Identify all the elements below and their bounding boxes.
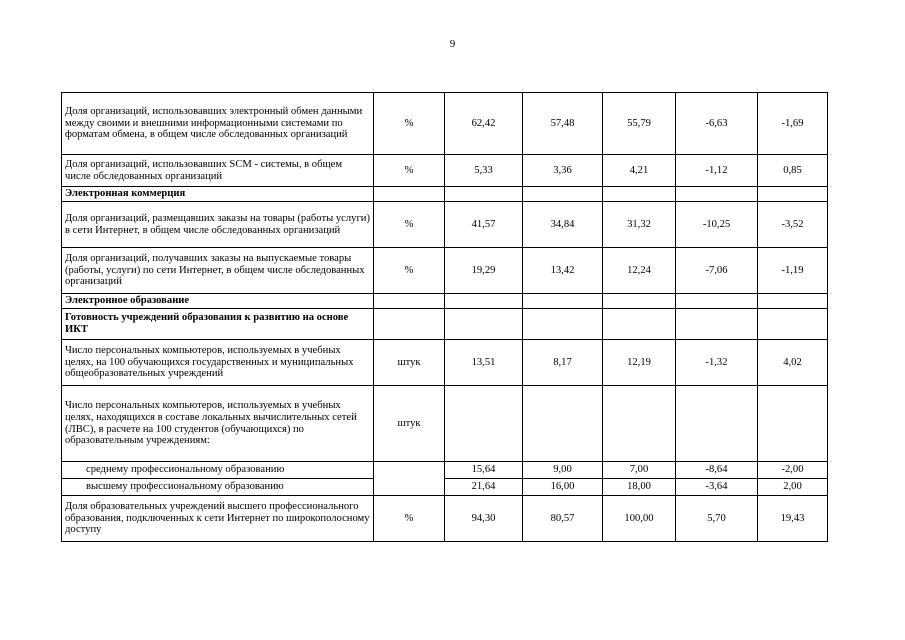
- unit-cell: %: [374, 248, 445, 294]
- section-header-row: [62, 187, 828, 202]
- value-cell: 15,64: [445, 462, 523, 479]
- section-title: Электронное образование: [62, 294, 374, 309]
- value-cell: 13,51: [445, 340, 523, 386]
- table-row: [62, 496, 828, 542]
- section-title: Электронная коммерция: [62, 187, 374, 202]
- value-cell: 13,42: [523, 248, 603, 294]
- table-row: [62, 202, 828, 248]
- value-cell: 12,24: [603, 248, 676, 294]
- value-cell: 12,19: [603, 340, 676, 386]
- value-cell: 2,00: [758, 479, 828, 496]
- unit-cell: штук: [374, 386, 445, 462]
- indicator-cell: высшему профессиональному образованию: [62, 479, 374, 496]
- value-cell: -1,19: [758, 248, 828, 294]
- value-cell: 0,85: [758, 155, 828, 187]
- value-cell: -10,25: [676, 202, 758, 248]
- value-cell: -7,06: [676, 248, 758, 294]
- value-cell: -1,69: [758, 93, 828, 155]
- value-cell: -2,00: [758, 462, 828, 479]
- value-cell: 4,21: [603, 155, 676, 187]
- indicator-cell: Доля организаций, использовавших SCM - системы, в общем числе обследованных организаций: [62, 155, 374, 187]
- value-cell: -1,32: [676, 340, 758, 386]
- value-cell: 19,43: [758, 496, 828, 542]
- value-cell: 19,29: [445, 248, 523, 294]
- value-cell: 8,17: [523, 340, 603, 386]
- value-cell: 94,30: [445, 496, 523, 542]
- table-row: [62, 93, 828, 155]
- unit-cell: %: [374, 202, 445, 248]
- indicator-cell: Доля организаций, размещавших заказы на товары (работы услуги) в сети Интернет, в общем числе обследованных организаций: [62, 202, 374, 248]
- unit-cell: %: [374, 496, 445, 542]
- value-cell: 57,48: [523, 93, 603, 155]
- table-row: [62, 248, 828, 294]
- value-cell: 4,02: [758, 340, 828, 386]
- table-row: [62, 386, 828, 462]
- table-row: [62, 155, 828, 187]
- unit-cell: %: [374, 155, 445, 187]
- value-cell: 62,42: [445, 93, 523, 155]
- indicator-cell: Доля образовательных учреждений высшего профессионального образования, подключенных к сети Интернет по широкополосному доступу: [62, 496, 374, 542]
- value-cell: 21,64: [445, 479, 523, 496]
- value-cell: 5,33: [445, 155, 523, 187]
- value-cell: -3,52: [758, 202, 828, 248]
- value-cell: -1,12: [676, 155, 758, 187]
- value-cell: 34,84: [523, 202, 603, 248]
- value-cell: -6,63: [676, 93, 758, 155]
- value-cell: 100,00: [603, 496, 676, 542]
- indicator-cell: среднему профессиональному образованию: [62, 462, 374, 479]
- statistics-table: [61, 92, 828, 542]
- section-title: Готовность учреждений образования к развитию на основе ИКТ: [62, 309, 374, 340]
- indicator-cell: Доля организаций, получавших заказы на выпускаемые товары (работы, услуги) по сети Интернет, в общем числе обследованных организаций: [62, 248, 374, 294]
- value-cell: 18,00: [603, 479, 676, 496]
- value-cell: 41,57: [445, 202, 523, 248]
- value-cell: 3,36: [523, 155, 603, 187]
- unit-cell: штук: [374, 340, 445, 386]
- indicator-cell: Число персональных компьютеров, используемых в учебных целях, на 100 обучающихся государственных и муниципальных общеобразовательных учреждений: [62, 340, 374, 386]
- indicator-cell: Доля организаций, использовавших электронный обмен данными между своими и внешними информационными системами по форматам обмена, в общем числе обследованных организаций: [62, 93, 374, 155]
- value-cell: 7,00: [603, 462, 676, 479]
- value-cell: 5,70: [676, 496, 758, 542]
- table-row: [62, 340, 828, 386]
- table-row: [62, 462, 828, 479]
- value-cell: 9,00: [523, 462, 603, 479]
- unit-cell: %: [374, 93, 445, 155]
- value-cell: 80,57: [523, 496, 603, 542]
- section-header-row: [62, 309, 828, 340]
- indicator-cell: Число персональных компьютеров, используемых в учебных целях, находящихся в составе локальных вычислительных сетей (ЛВС), в расчете на 100 студентов (обучающихся) по образовательным учреждениям:: [62, 386, 374, 462]
- value-cell: 31,32: [603, 202, 676, 248]
- page-number: 9: [449, 38, 456, 50]
- value-cell: -8,64: [676, 462, 758, 479]
- value-cell: -3,64: [676, 479, 758, 496]
- section-header-row: [62, 294, 828, 309]
- table-row: [62, 479, 828, 496]
- value-cell: 55,79: [603, 93, 676, 155]
- value-cell: 16,00: [523, 479, 603, 496]
